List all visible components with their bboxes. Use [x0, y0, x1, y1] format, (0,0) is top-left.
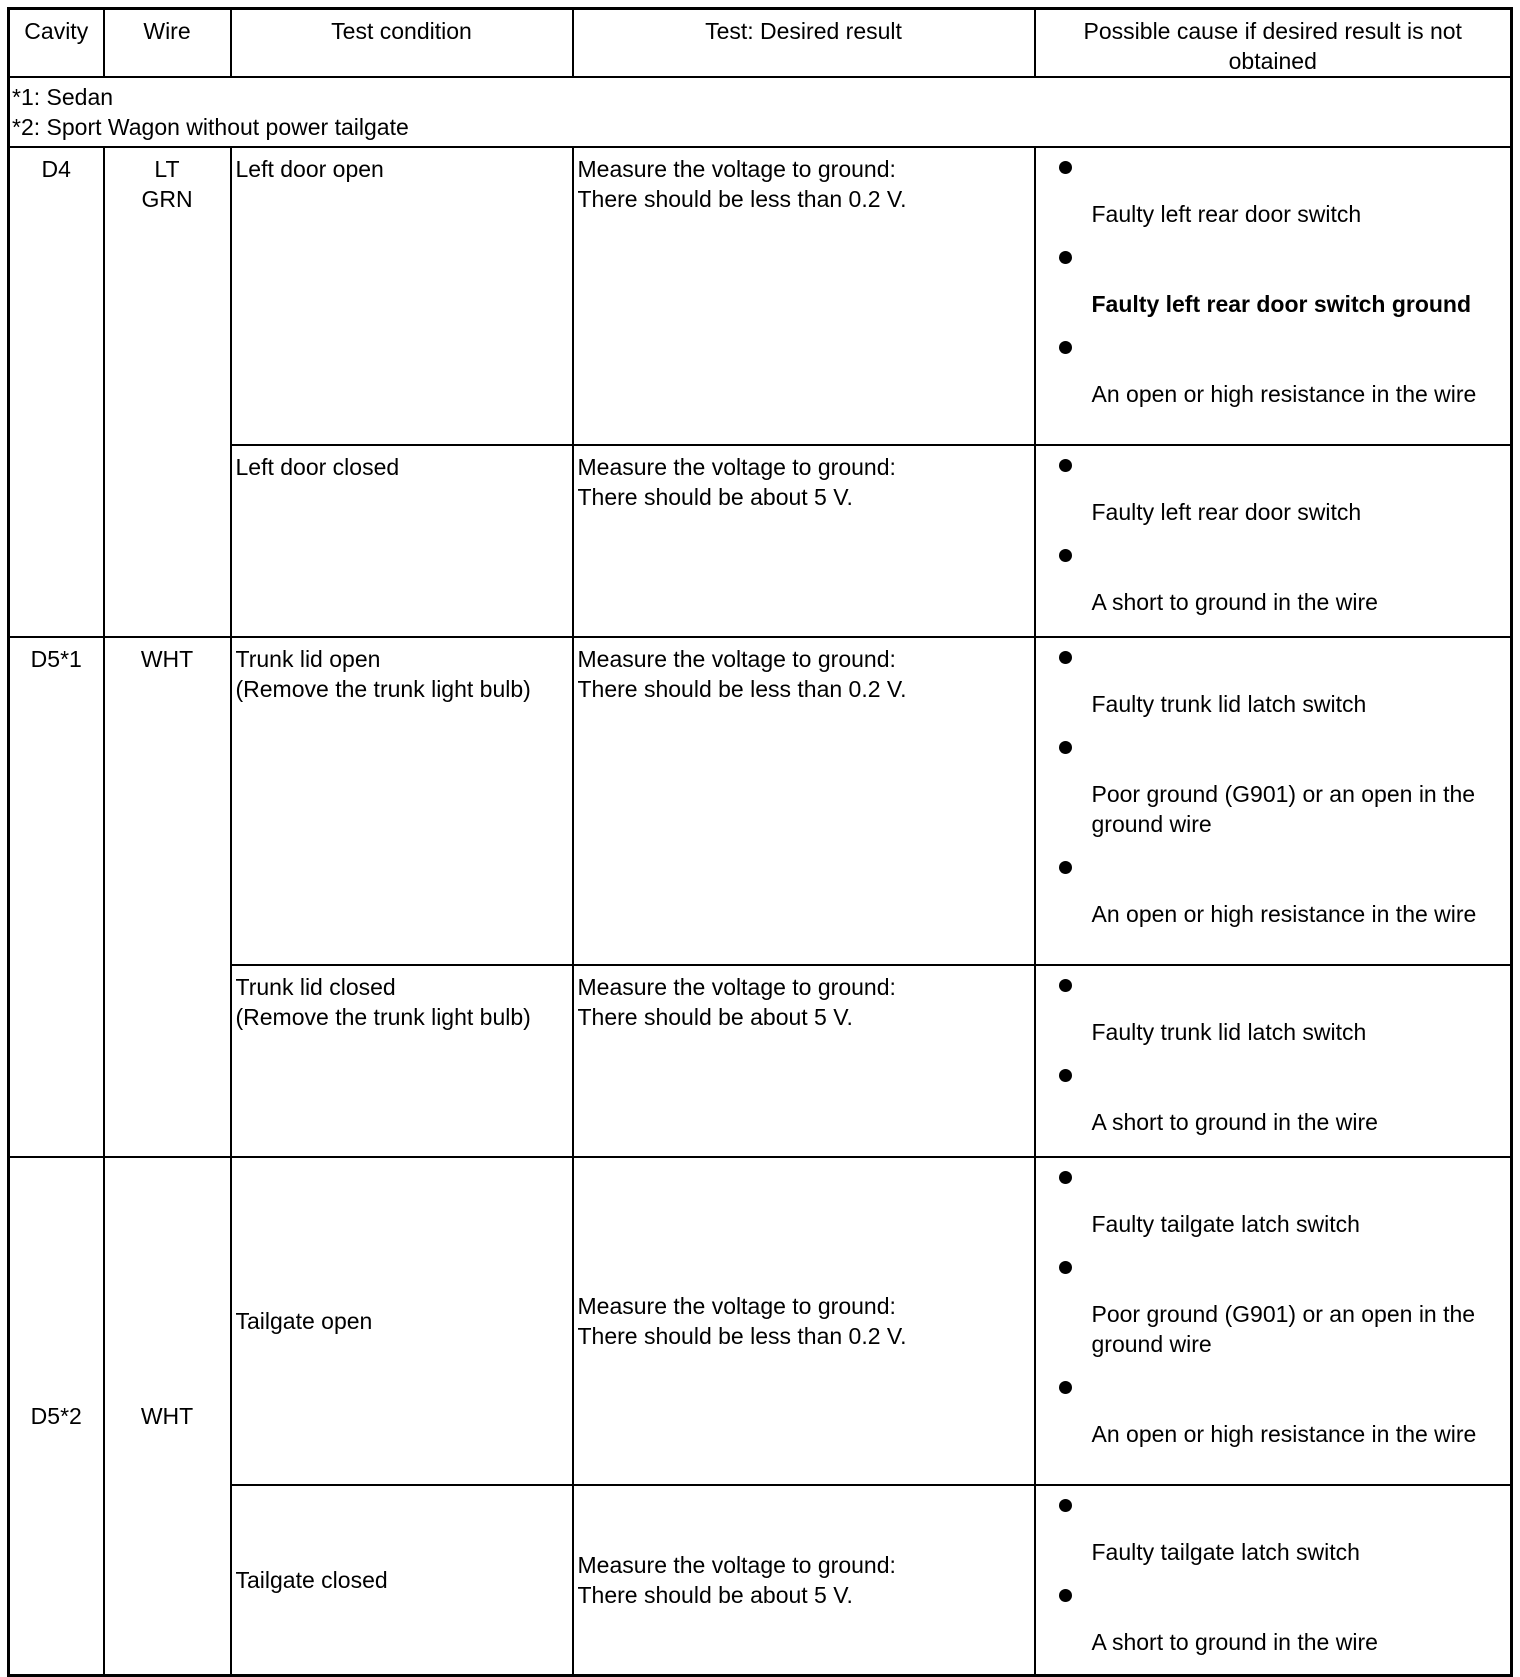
result-cell: [573, 1157, 1035, 1485]
list-item: [1036, 651, 1507, 719]
condition-line: (Remove the trunk light bulb): [235, 1004, 531, 1030]
cause-list: [1036, 1486, 1511, 1657]
cause-text: An open or high resistance in the wire: [1091, 901, 1477, 927]
cavity-cell: D5*1: [9, 637, 104, 1157]
cause-text: Faulty left rear door switch: [1091, 499, 1362, 525]
result-line: There should be less than 0.2 V.: [577, 1323, 907, 1349]
condition-line: Left door closed: [235, 454, 400, 480]
list-item: [1036, 1589, 1507, 1657]
result-line: Measure the voltage to ground:: [577, 646, 896, 672]
wire-cell: WHT: [104, 637, 231, 1157]
wire-color-line: GRN: [141, 186, 193, 212]
wire-color-line: LT: [154, 156, 180, 182]
cause-text: An open or high resistance in the wire: [1091, 381, 1477, 407]
list-item: [1036, 1171, 1507, 1239]
cause-cell: [1035, 147, 1512, 445]
result-line: Measure the voltage to ground:: [577, 454, 896, 480]
condition-cell: [231, 445, 573, 637]
cause-cell: [1035, 1157, 1512, 1485]
header-row: [9, 9, 1512, 78]
table-row: [9, 147, 1512, 445]
condition-cell: [231, 637, 573, 965]
bullet-icon: [1059, 1381, 1072, 1394]
bullet-icon: [1059, 979, 1072, 992]
notes-cell: [9, 77, 1512, 147]
wire-cell: WHT: [104, 1157, 231, 1675]
list-item: [1036, 549, 1507, 617]
result-line: There should be less than 0.2 V.: [577, 676, 907, 702]
bullet-icon: [1059, 459, 1072, 472]
cause-list: [1036, 638, 1511, 929]
result-line: There should be about 5 V.: [577, 484, 853, 510]
table-row: [9, 1485, 1512, 1675]
list-item: [1036, 979, 1507, 1047]
table-row: [9, 637, 1512, 965]
cause-cell: [1035, 637, 1512, 965]
result-cell: [573, 637, 1035, 965]
cause-list: [1036, 148, 1511, 409]
result-cell: [573, 445, 1035, 637]
result-line: Measure the voltage to ground:: [577, 1551, 896, 1578]
result-line: There should be about 5 V.: [577, 1004, 853, 1030]
note-sport-wagon: *2: Sport Wagon without power tailgate: [12, 114, 409, 140]
bullet-icon: [1059, 549, 1072, 562]
result-cell: [573, 1485, 1035, 1675]
cause-text: Faulty left rear door switch ground: [1091, 291, 1472, 317]
condition-cell: [231, 965, 573, 1157]
list-item: [1036, 741, 1507, 839]
list-item: [1036, 1069, 1507, 1137]
result-cell: [573, 147, 1035, 445]
header-cavity: Cavity: [9, 9, 104, 78]
bullet-icon: [1059, 741, 1072, 754]
condition-line: (Remove the trunk light bulb): [235, 676, 531, 702]
bullet-icon: [1059, 1171, 1072, 1184]
list-item: [1036, 251, 1507, 319]
bullet-icon: [1059, 1499, 1072, 1512]
table-row: [9, 1157, 1512, 1485]
result-line: Measure the voltage to ground:: [577, 156, 896, 182]
list-item: [1036, 341, 1507, 409]
cause-text: Faulty trunk lid latch switch: [1091, 691, 1367, 717]
table-row: [9, 965, 1512, 1157]
bullet-icon: [1059, 1261, 1072, 1274]
diagnostic-table: [7, 7, 1513, 1677]
bullet-icon: [1059, 251, 1072, 264]
bullet-icon: [1059, 651, 1072, 664]
result-cell: [573, 965, 1035, 1157]
list-item: [1036, 459, 1507, 527]
header-desired-result: Test: Desired result: [573, 9, 1035, 78]
note-sedan: *1: Sedan: [12, 84, 114, 110]
condition-cell: [231, 147, 573, 445]
list-item: [1036, 1261, 1507, 1359]
condition-line: Tailgate closed: [235, 1566, 388, 1593]
bullet-icon: [1059, 1069, 1072, 1082]
result-line: There should be about 5 V.: [577, 1581, 853, 1608]
condition-line: Left door open: [235, 156, 384, 182]
table-row: [9, 445, 1512, 637]
cause-text: A short to ground in the wire: [1091, 1629, 1378, 1655]
list-item: [1036, 161, 1507, 229]
condition-line: Tailgate open: [235, 1308, 373, 1334]
cause-text: A short to ground in the wire: [1091, 1109, 1378, 1135]
cause-text: Faulty tailgate latch switch: [1091, 1539, 1360, 1565]
cause-text: Faulty left rear door switch: [1091, 201, 1362, 227]
cause-list: [1036, 1158, 1511, 1449]
bullet-icon: [1059, 341, 1072, 354]
list-item: [1036, 1381, 1507, 1449]
list-item: [1036, 861, 1507, 929]
cavity-cell: D4: [9, 147, 104, 637]
result-line: Measure the voltage to ground:: [577, 974, 896, 1000]
cause-text: Faulty trunk lid latch switch: [1091, 1019, 1367, 1045]
cause-cell: [1035, 1485, 1512, 1675]
cause-text: Poor ground (G901) or an open in the ground wire: [1091, 1301, 1476, 1357]
cause-cell: [1035, 445, 1512, 637]
cause-list: [1036, 446, 1511, 617]
condition-line: Trunk lid closed: [235, 974, 396, 1000]
bullet-icon: [1059, 1589, 1072, 1602]
header-wire: Wire: [104, 9, 231, 78]
condition-cell: [231, 1157, 573, 1485]
header-possible-cause: Possible cause if desired result is not obtained: [1035, 9, 1512, 78]
cause-text: A short to ground in the wire: [1091, 589, 1378, 615]
list-item: [1036, 1499, 1507, 1567]
result-line: There should be less than 0.2 V.: [577, 186, 907, 212]
cause-cell: [1035, 965, 1512, 1157]
result-line: Measure the voltage to ground:: [577, 1293, 896, 1319]
bullet-icon: [1059, 161, 1072, 174]
condition-cell: [231, 1485, 573, 1675]
notes-row: [9, 77, 1512, 147]
cavity-cell: D5*2: [9, 1157, 104, 1675]
cause-text: Poor ground (G901) or an open in the ground wire: [1091, 781, 1476, 837]
condition-line: Trunk lid open: [235, 646, 381, 672]
header-test-condition: Test condition: [231, 9, 573, 78]
cause-list: [1036, 966, 1511, 1137]
cause-text: Faulty tailgate latch switch: [1091, 1211, 1360, 1237]
wire-cell: [104, 147, 231, 637]
cause-text: An open or high resistance in the wire: [1091, 1421, 1477, 1447]
bullet-icon: [1059, 861, 1072, 874]
